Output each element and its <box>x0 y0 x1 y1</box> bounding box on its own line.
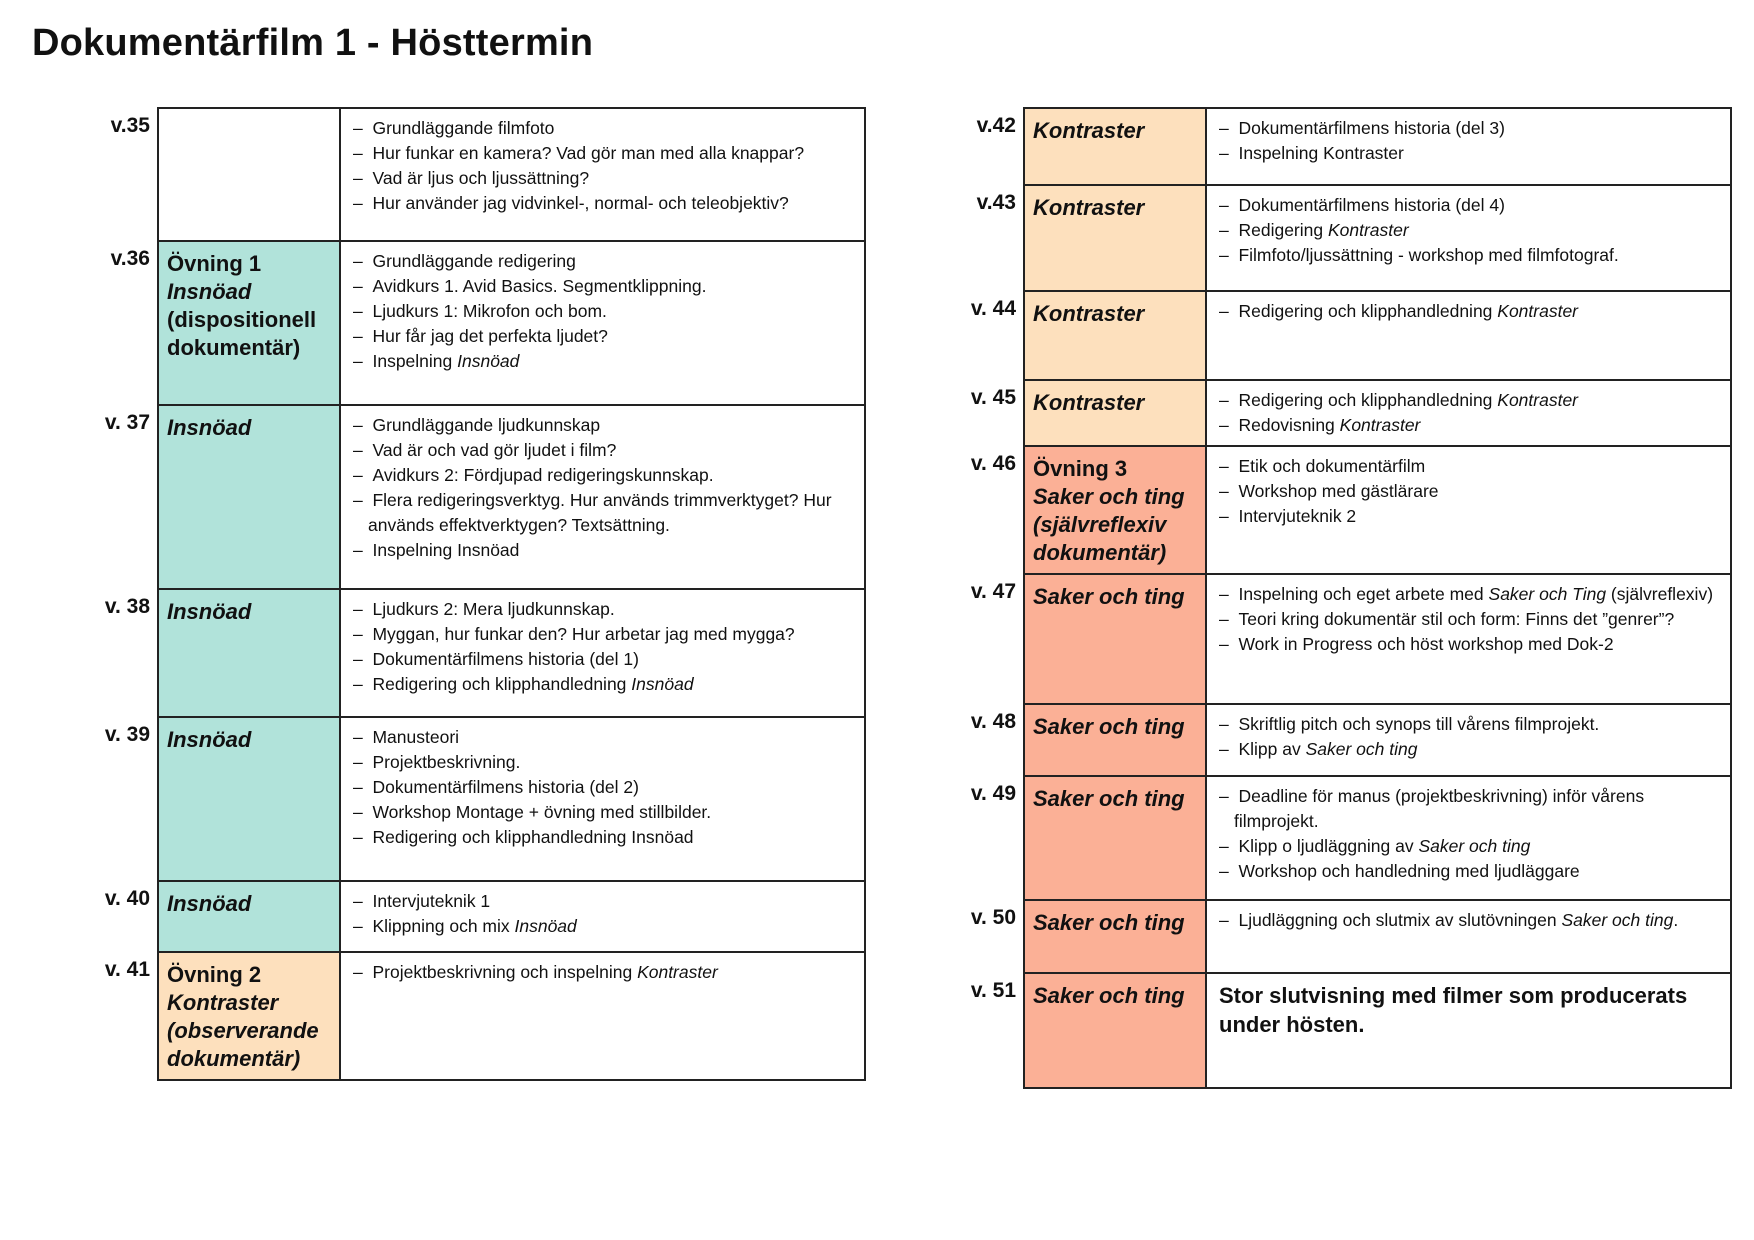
week-label: v. 45 <box>970 386 1016 409</box>
activity-item <box>353 249 854 274</box>
activity-item <box>353 750 854 775</box>
activity-text: Etik och dokumentärfilm <box>1238 456 1426 476</box>
exercise-label: Kontraster <box>1033 301 1145 326</box>
activity-text: Work in Progress och höst workshop med Dok-2 <box>1238 634 1614 654</box>
activity-text: Avidkurs 2: Fördjupad redigeringskunnskap. <box>372 465 714 485</box>
activity-text-italic: Insnöad <box>631 674 694 694</box>
activities-cell <box>1206 185 1731 291</box>
activity-item <box>353 438 854 463</box>
activity-item <box>1219 388 1720 413</box>
activity-item <box>353 349 854 374</box>
activity-item <box>1219 299 1720 324</box>
activity-text: Projektbeskrivning och inspelning <box>372 962 638 982</box>
activities-cell <box>1206 704 1731 776</box>
exercise-label: Övning 3 <box>1033 456 1128 481</box>
activity-item <box>1219 784 1720 834</box>
activity-text-italic: Kontraster <box>1497 301 1579 321</box>
activity-item <box>1219 218 1720 243</box>
exercise-cell <box>158 405 340 589</box>
activity-text: Deadline för manus (projektbeskrivning) inför vårens filmprojekt. <box>1234 786 1645 831</box>
activities-cell <box>340 589 865 717</box>
week-row <box>158 405 865 589</box>
activity-text: Intervjuteknik 2 <box>1238 506 1357 526</box>
final-screening-text: Stor slutvisning med filmer som producerats under hösten. <box>1219 983 1688 1037</box>
activity-item <box>353 647 854 672</box>
activity-text: Workshop Montage + övning med stillbilder. <box>372 802 712 822</box>
activity-text: Inspelning Kontraster <box>1238 143 1404 163</box>
activity-list <box>1219 784 1720 884</box>
activity-item <box>353 672 854 697</box>
activity-text: Vad är ljus och ljussättning? <box>372 168 590 188</box>
exercise-label: Saker och ting <box>1033 714 1185 739</box>
week-row <box>158 589 865 717</box>
exercise-cell <box>1024 108 1206 185</box>
activities-cell <box>340 952 865 1080</box>
exercise-label: Insnöad <box>167 279 252 304</box>
activity-text-italic: Saker och ting <box>1418 836 1531 856</box>
activity-item <box>1219 908 1720 933</box>
activity-text: Teori kring dokumentär stil och form: Finns det ”genrer”? <box>1238 609 1675 629</box>
activity-item <box>353 141 854 166</box>
exercise-cell <box>1024 973 1206 1088</box>
activities-cell <box>1206 446 1731 574</box>
week-row <box>158 241 865 405</box>
activity-item <box>1219 712 1720 737</box>
activity-text: Projektbeskrivning. <box>372 752 521 772</box>
exercise-label: Övning 1 <box>167 251 262 276</box>
activity-item <box>1219 193 1720 218</box>
exercise-cell <box>1024 380 1206 446</box>
activity-text: Ljudkurs 1: Mikrofon och bom. <box>372 301 607 321</box>
week-row <box>158 881 865 952</box>
activity-item <box>1219 479 1720 504</box>
activity-list <box>353 889 854 939</box>
exercise-label: Insnöad <box>167 727 252 752</box>
exercise-label: Övning 2 <box>167 962 262 987</box>
week-label: v. 40 <box>104 887 150 910</box>
activity-text: Dokumentärfilmens historia (del 2) <box>372 777 639 797</box>
activities-cell <box>1206 380 1731 446</box>
activity-item <box>353 463 854 488</box>
activity-item <box>353 800 854 825</box>
exercise-label: Kontraster <box>1033 118 1145 143</box>
activity-text: Dokumentärfilmens historia (del 1) <box>372 649 639 669</box>
activity-text: Skriftlig pitch och synops till vårens filmprojekt. <box>1238 714 1600 734</box>
activities-cell <box>340 405 865 589</box>
activity-text: Klippning och mix <box>372 916 515 936</box>
activity-list <box>1219 908 1720 933</box>
activity-text: Redigering <box>1238 220 1328 240</box>
activity-text: Redigering och klipphandledning Insnöad <box>372 827 694 847</box>
week-label: v. 50 <box>970 906 1016 929</box>
activity-list <box>1219 299 1720 324</box>
activity-text: Myggan, hur funkar den? Hur arbetar jag med mygga? <box>372 624 795 644</box>
exercise-cell <box>1024 704 1206 776</box>
activity-text-italic: Insnöad <box>457 351 520 371</box>
exercise-label: Saker och ting <box>1033 910 1185 935</box>
exercise-cell <box>1024 446 1206 574</box>
activities-cell <box>1206 108 1731 185</box>
activity-list <box>1219 388 1720 438</box>
exercise-cell <box>158 881 340 952</box>
activity-item <box>1219 243 1720 268</box>
activity-list <box>353 960 854 985</box>
activity-text: Grundläggande filmfoto <box>372 118 555 138</box>
exercise-label: Saker och ting <box>1033 983 1185 1008</box>
activity-item <box>353 274 854 299</box>
exercise-cell <box>158 717 340 881</box>
week-label: v.43 <box>976 191 1016 214</box>
exercise-label: Insnöad <box>167 891 252 916</box>
exercise-cell <box>1024 776 1206 900</box>
activity-text: Ljudkurs 2: Mera ljudkunnskap. <box>372 599 615 619</box>
activity-text: Inspelning <box>372 351 458 371</box>
week-label: v. 47 <box>970 580 1016 603</box>
activity-text: Vad är och vad gör ljudet i film? <box>372 440 617 460</box>
week-label: v. 51 <box>970 979 1016 1002</box>
activity-item <box>353 775 854 800</box>
exercise-label: Kontraster <box>167 990 279 1015</box>
exercise-cell <box>1024 900 1206 973</box>
activity-text-italic: Saker och ting <box>1305 739 1418 759</box>
activities-cell <box>340 717 865 881</box>
activity-item <box>1219 632 1720 657</box>
exercise-cell <box>1024 574 1206 704</box>
activity-item <box>1219 607 1720 632</box>
week-row <box>1024 574 1731 704</box>
activity-item <box>353 191 854 216</box>
week-label: v. 39 <box>104 723 150 746</box>
activity-text: Klipp o ljudläggning av <box>1238 836 1419 856</box>
week-row <box>1024 776 1731 900</box>
activity-text: Avidkurs 1. Avid Basics. Segmentklippning. <box>372 276 707 296</box>
week-label: v. 44 <box>970 297 1016 320</box>
activity-list <box>1219 193 1720 268</box>
activity-item <box>1219 454 1720 479</box>
week-row <box>1024 108 1731 185</box>
activity-text-italic: Kontraster <box>637 962 718 982</box>
exercise-label: Insnöad <box>167 415 252 440</box>
schedule-table-left <box>157 107 866 1081</box>
exercise-label: Saker och ting <box>1033 484 1185 509</box>
activities-cell <box>1206 973 1731 1088</box>
activity-item <box>353 622 854 647</box>
activity-text: Workshop och handledning med ljudläggare <box>1238 861 1580 881</box>
activity-text: . <box>1673 910 1679 930</box>
activity-item <box>1219 141 1720 166</box>
week-label: v.42 <box>976 114 1016 137</box>
week-row <box>1024 291 1731 380</box>
activity-text: Inspelning och eget arbete med <box>1238 584 1489 604</box>
activity-text-italic: Kontraster <box>1327 220 1409 240</box>
activity-item <box>353 299 854 324</box>
activity-item <box>1219 834 1720 859</box>
activity-list <box>1219 454 1720 529</box>
exercise-label: (observerande dokumentär) <box>167 1018 319 1071</box>
week-row <box>1024 185 1731 291</box>
activity-list <box>353 597 854 697</box>
exercise-cell <box>1024 291 1206 380</box>
exercise-label: Insnöad <box>167 599 252 624</box>
activity-item <box>1219 859 1720 884</box>
exercise-cell <box>158 241 340 405</box>
activity-item <box>1219 582 1720 607</box>
activity-text: Redigering och klipphandledning <box>1238 390 1498 410</box>
exercise-cell <box>158 108 340 241</box>
activity-text: Redovisning <box>1238 415 1340 435</box>
activity-list <box>1219 582 1720 657</box>
activity-item <box>1219 504 1720 529</box>
activity-item <box>353 324 854 349</box>
exercise-label: Kontraster <box>1033 195 1145 220</box>
activity-item <box>353 488 854 538</box>
week-row <box>158 952 865 1080</box>
activity-text: Redigering och klipphandledning <box>1238 301 1498 321</box>
exercise-label: Saker och ting <box>1033 786 1185 811</box>
activity-item <box>353 825 854 850</box>
activity-text-italic: Saker och ting <box>1561 910 1674 930</box>
week-label: v. 46 <box>970 452 1016 475</box>
activity-list <box>353 116 854 216</box>
week-row <box>1024 900 1731 973</box>
exercise-label: (självreflexiv dokumentär) <box>1033 512 1167 565</box>
week-label: v. 48 <box>970 710 1016 733</box>
activity-text: Hur använder jag vidvinkel-, normal- och teleobjektiv? <box>372 193 789 213</box>
activities-cell <box>340 108 865 241</box>
activity-list <box>353 249 854 374</box>
week-label: v. 38 <box>104 595 150 618</box>
activity-text: Intervjuteknik 1 <box>372 891 491 911</box>
activity-text: Inspelning Insnöad <box>372 540 520 560</box>
week-label: v. 41 <box>104 958 150 981</box>
activities-cell <box>1206 900 1731 973</box>
activity-item <box>353 538 854 563</box>
activity-text: Klipp av <box>1238 739 1306 759</box>
week-label: v.36 <box>110 247 150 270</box>
week-label: v. 37 <box>104 411 150 434</box>
week-label: v. 49 <box>970 782 1016 805</box>
activity-item <box>353 725 854 750</box>
activity-text: Dokumentärfilmens historia (del 3) <box>1238 118 1505 138</box>
week-label: v.35 <box>110 114 150 137</box>
week-row <box>1024 380 1731 446</box>
activity-item <box>1219 413 1720 438</box>
exercise-cell <box>1024 185 1206 291</box>
activity-text: Grundläggande ljudkunnskap <box>372 415 601 435</box>
schedule-table-right <box>1023 107 1732 1089</box>
activity-text-italic: Kontraster <box>1497 390 1579 410</box>
activity-item <box>1219 737 1720 762</box>
activity-text: Workshop med gästlärare <box>1238 481 1439 501</box>
activity-text: Dokumentärfilmens historia (del 4) <box>1238 195 1505 215</box>
activity-list <box>1219 116 1720 166</box>
exercise-cell <box>158 589 340 717</box>
activity-item <box>353 413 854 438</box>
activity-text-italic: Insnöad <box>514 916 577 936</box>
exercise-label: (dispositionell dokumentär) <box>167 307 317 360</box>
activity-text: Filmfoto/ljussättning - workshop med filmfotograf. <box>1238 245 1619 265</box>
activities-cell <box>1206 291 1731 380</box>
activity-text: Flera redigeringsverktyg. Hur används trimmverktyget? Hur används effektverktygen? Textsättning. <box>368 490 832 535</box>
activity-list <box>353 413 854 563</box>
activity-text: Grundläggande redigering <box>372 251 576 271</box>
activity-item <box>1219 116 1720 141</box>
exercise-cell <box>158 952 340 1080</box>
activity-list <box>353 725 854 850</box>
activity-item <box>353 597 854 622</box>
week-row <box>1024 973 1731 1088</box>
activity-text: Redigering och klipphandledning <box>372 674 632 694</box>
activity-text-italic: Kontraster <box>1339 415 1421 435</box>
activities-cell <box>1206 776 1731 900</box>
activity-text-italic: Saker och Ting <box>1488 584 1607 604</box>
activity-item <box>353 166 854 191</box>
activity-item <box>353 914 854 939</box>
activity-item <box>353 116 854 141</box>
exercise-label: Saker och ting <box>1033 584 1185 609</box>
activities-cell <box>1206 574 1731 704</box>
activity-list <box>1219 712 1720 762</box>
week-row <box>158 108 865 241</box>
activity-text: Hur funkar en kamera? Vad gör man med alla knappar? <box>372 143 805 163</box>
week-row <box>1024 704 1731 776</box>
week-row <box>1024 446 1731 574</box>
activities-cell <box>340 241 865 405</box>
activities-cell <box>340 881 865 952</box>
activity-text: Manusteori <box>372 727 460 747</box>
activity-text: Hur får jag det perfekta ljudet? <box>372 326 608 346</box>
exercise-label: Kontraster <box>1033 390 1145 415</box>
activity-text: Ljudläggning och slutmix av slutövningen <box>1238 910 1562 930</box>
week-row <box>158 717 865 881</box>
activity-text: (självreflexiv) <box>1606 584 1714 604</box>
page-title: Dokumentärfilm 1 - Hösttermin <box>32 22 594 64</box>
activity-item <box>353 889 854 914</box>
activity-item <box>353 960 854 985</box>
